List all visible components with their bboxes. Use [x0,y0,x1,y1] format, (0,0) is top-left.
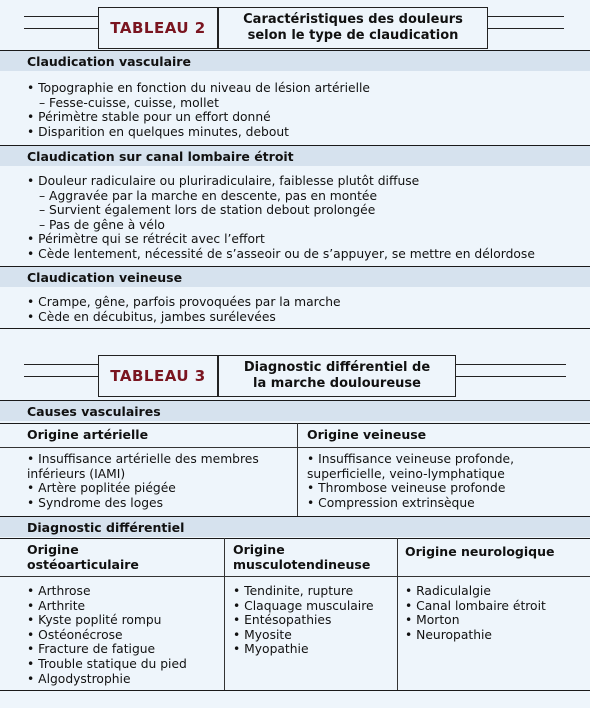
list-item: – Pas de gêne à vélo [39,217,165,232]
list-item: • Cède lentement, nécessité de s’asseoir ou de s’appuyer, se mettre en délordose [27,246,535,261]
tableau3-bottom-rule [0,690,590,691]
header-rule [24,16,98,17]
col-heading-musculo [233,542,370,572]
tableau2-header [0,6,590,50]
list-item: • Périmètre stable pour un effort donné [27,110,271,125]
col-heading-osteo [27,542,139,572]
header-rule [456,376,566,377]
list-osteo [27,584,187,686]
list-item: • Radiculalgie [405,584,491,598]
header-rule [24,376,98,377]
tableau3-title-line2: la marche douloureuse [253,376,421,391]
header-rule [488,28,564,29]
list-item: • Canal lombaire étroit [405,598,546,613]
list-vasculaire [27,81,370,139]
tableau2-label: TABLEAU 2 [98,7,218,49]
list-item: • Algodystrophie [27,671,131,686]
list-item: • Cède en décubitus, jambes surélevées [27,309,276,324]
list-item: • Tendinite, rupture [233,584,354,598]
tableau3-title-line1: Diagnostic différentiel de [243,360,431,375]
list-item: • Thrombose veineuse profonde [307,481,506,496]
list-canal [27,174,535,262]
header-rule [488,16,564,17]
section-heading-canal: Claudication sur canal lombaire étroit [0,145,590,166]
col-heading-arterielle: Origine artérielle [27,427,149,442]
list-item: • Douleur radiculaire ou pluriradiculaire, faiblesse plutôt diffuse [27,174,420,188]
list-item: • Fracture de fatigue [27,642,156,657]
list-item: • Disparition en quelques minutes, debout [27,124,289,139]
list-item: superficielle, veino-lymphatique [307,466,505,481]
section-heading-vasculaire: Claudication vasculaire [0,50,590,71]
col-heading-musculo-line1: Origine [233,542,285,557]
list-item: inférieurs (IAMI) [27,466,126,481]
section-heading-diagnostic: Diagnostic différentiel [0,516,590,537]
row-rule [0,576,590,577]
column-divider [224,538,225,690]
tableau2-title-line2: selon le type de claudication [247,28,459,43]
tableau2-title [218,7,488,49]
list-item: • Périmètre qui se rétrécit avec l’effort [27,232,265,247]
list-item: – Survient également lors de station debout prolongée [39,203,376,218]
list-item: • Kyste poplité rompu [27,613,162,628]
list-item: • Insuffisance veineuse profonde, [307,452,514,466]
list-item: • Neuropathie [405,627,492,642]
list-veineuse-origine [307,452,514,510]
list-item: – Aggravée par la marche en descente, pas en montée [39,188,378,203]
list-item: • Insuffisance artérielle des membres [27,452,259,466]
list-item: • Trouble statique du pied [27,656,187,671]
header-rule [456,364,566,365]
list-item: • Arthrite [27,598,86,613]
col-heading-musculo-line2: musculotendineuse [233,557,371,572]
header-rule [24,28,98,29]
tableau2-bottom-rule [0,328,590,329]
list-item: • Compression extrinsèque [307,495,475,510]
list-item: • Syndrome des loges [27,495,164,510]
section-heading-veineuse: Claudication veineuse [0,266,590,287]
list-item: • Claquage musculaire [233,598,374,613]
row-rule [0,447,590,448]
list-item: • Myosite [233,627,292,642]
list-item: • Arthrose [27,584,91,598]
list-item: • Topographie en fonction du niveau de lésion artérielle [27,81,370,95]
list-item: • Morton [405,613,460,628]
tableau3-label: TABLEAU 3 [98,355,218,397]
list-item: – Fesse-cuisse, cuisse, mollet [39,95,219,110]
list-veineuse [27,295,341,324]
list-musculo [233,584,374,657]
column-divider [397,538,398,690]
list-item: • Myopathie [233,642,309,657]
tableau3-title [218,355,456,397]
list-item: • Ostéonécrose [27,627,123,642]
list-item: • Artère poplitée piégée [27,481,176,496]
tableau2-title-line1: Caractéristiques des douleurs [243,12,463,27]
column-divider [297,423,298,516]
list-item: • Crampe, gêne, parfois provoquées par la marche [27,295,341,309]
col-heading-osteo-line2: ostéoarticulaire [27,557,139,572]
list-neuro [405,584,546,642]
tableau3-header [0,354,590,398]
col-heading-neuro: Origine neurologique [405,544,555,559]
list-item: • Entésopathies [233,613,332,628]
section-heading-causes-vasculaires: Causes vasculaires [0,400,590,421]
col-heading-osteo-line1: Origine [27,542,79,557]
row-rule [0,538,590,539]
list-arterielle [27,452,259,510]
header-rule [24,364,98,365]
col-heading-veineuse: Origine veineuse [307,427,427,442]
